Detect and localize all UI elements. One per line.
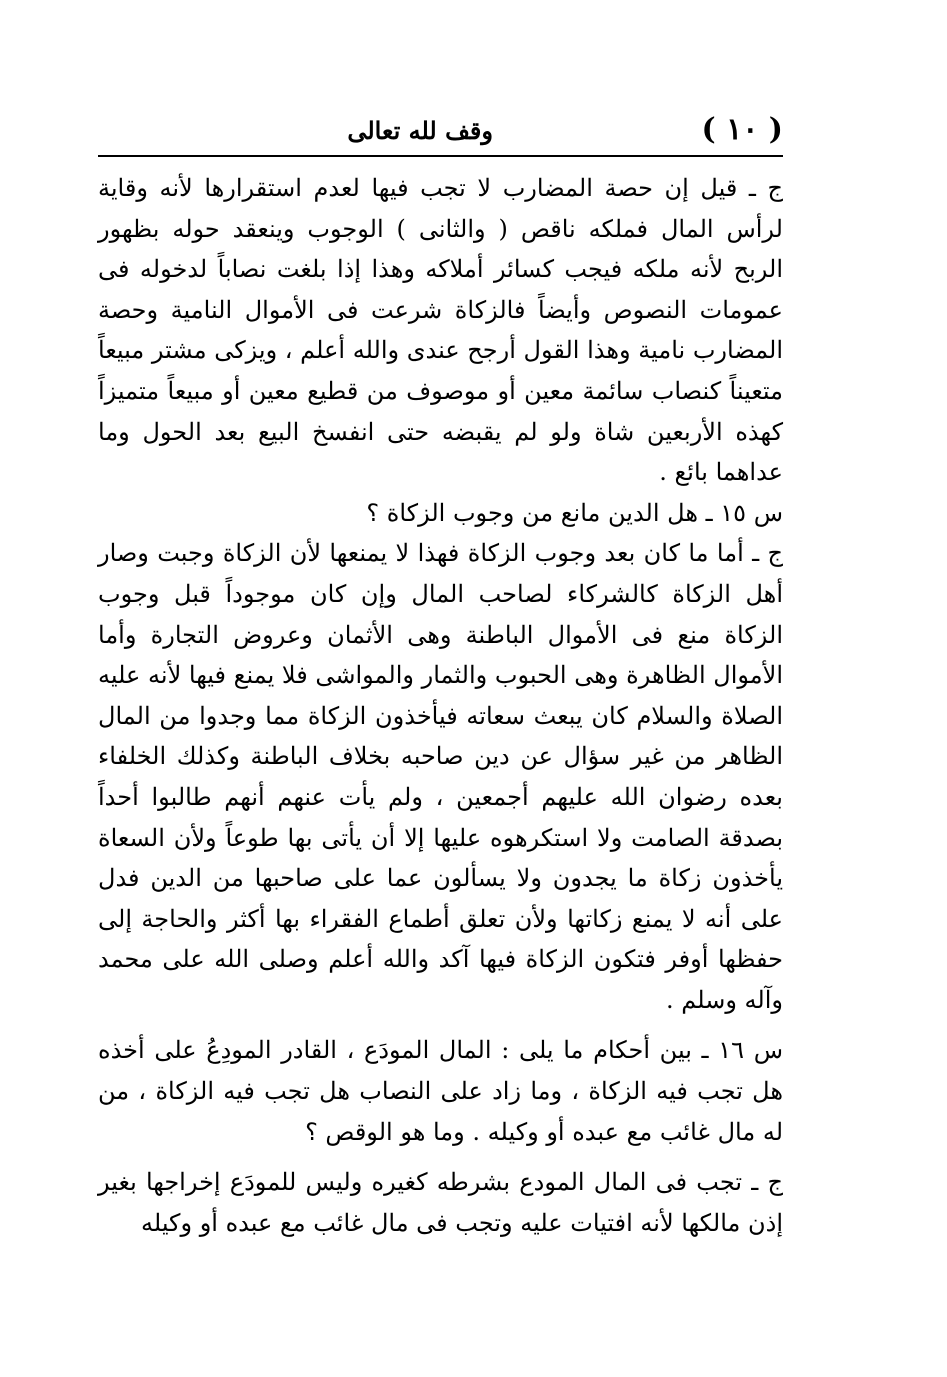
page-header: [98, 108, 783, 148]
page-number: ( ١٠ ): [701, 112, 783, 147]
running-title: وقف لله تعالى: [347, 116, 493, 145]
answer-paragraph: ج ـ أما ما كان بعد وجوب الزكاة فهذا لا يمنعها لأن الزكاة وجبت وصار أهل الزكاة كالشركاء لصاحب المال وإن كان موجوداً قبل وجوب الزكاة منع فى الأموال الباطنة وهى الأثمان وعروض التجارة وأما الأموال الظاهرة وهى الحبوب والثمار والمواشى فلا يمنع فيها لأنه عليه الصلاة والسلام كان يبعث سعاته فيأخذون الزكاة مما وجدوا من المال الظاهر من غير سؤال عن دين صاحبه بخلاف الباطنة وكذلك الخلفاء بعده رضوان الله عليهم أجمعين ، ولم يأت عنهم أنهم طالبوا أحداً بصدقة الصامت ولا استكرهوه عليها إلا أن يأتى بها طوعاً ولأن السعاة يأخذون زكاة ما يجدون ولا يسألون عما على صاحبها من الدين فدل على أنه لا يمنع زكاتها ولأن تعلق أطماع الفقراء بها أكثر والحاجة إلى حفظها أوفر فتكون الزكاة فيها آكد والله أعلم وصلى الله على محمد وآله وسلم .: [98, 539, 783, 1014]
answer-paragraph: ج ـ قيل إن حصة المضارب لا تجب فيها لعدم استقرارها لأنه وقاية لرأس المال فملكه ناقص ( والثانى ) الوجوب وينعقد حوله بظهور الربح لأنه ملكه فيجب كسائر أملاكه وهذا إذا بلغت نصاباً لدخوله فى عمومات النصوص وأيضاً فالزكاة شرعت فى الأموال النامية وحصة المضارب نامية وهذا القول أرجح عندى والله أعلم ، ويزكى مشتر مبيعاً متعيناً كنصاب سائمة معين أو موصوف من قطيع معين أو مبيعاً متميزاً كهذه الأربعين شاة ولو لم يقبضه حتى انفسخ البيع بعد الحول وما عداهما بائع .: [98, 174, 783, 487]
question-paragraph: س ١٥ ـ هل الدين مانع من وجوب الزكاة ؟: [366, 498, 783, 527]
question-paragraph: س ١٦ ـ بين أحكام ما يلى : المال المودَع ، القادر المودِعُ على أخذه هل تجب فيه الزكاة ، وما زاد على النصاب هل تجب فيه الزكاة ، من له مال غائب مع عبده أو وكيله . وما هو الوقص ؟: [98, 1036, 783, 1146]
body-text: [98, 168, 783, 1243]
header-divider: [98, 155, 783, 157]
answer-paragraph: ج ـ تجب فى المال المودع بشرطه كغيره وليس للمودَع إخراجها بغير إذن مالكها لأنه افتيات عليه وتجب فى مال غائب مع عبده أو وكيله: [98, 1168, 783, 1237]
